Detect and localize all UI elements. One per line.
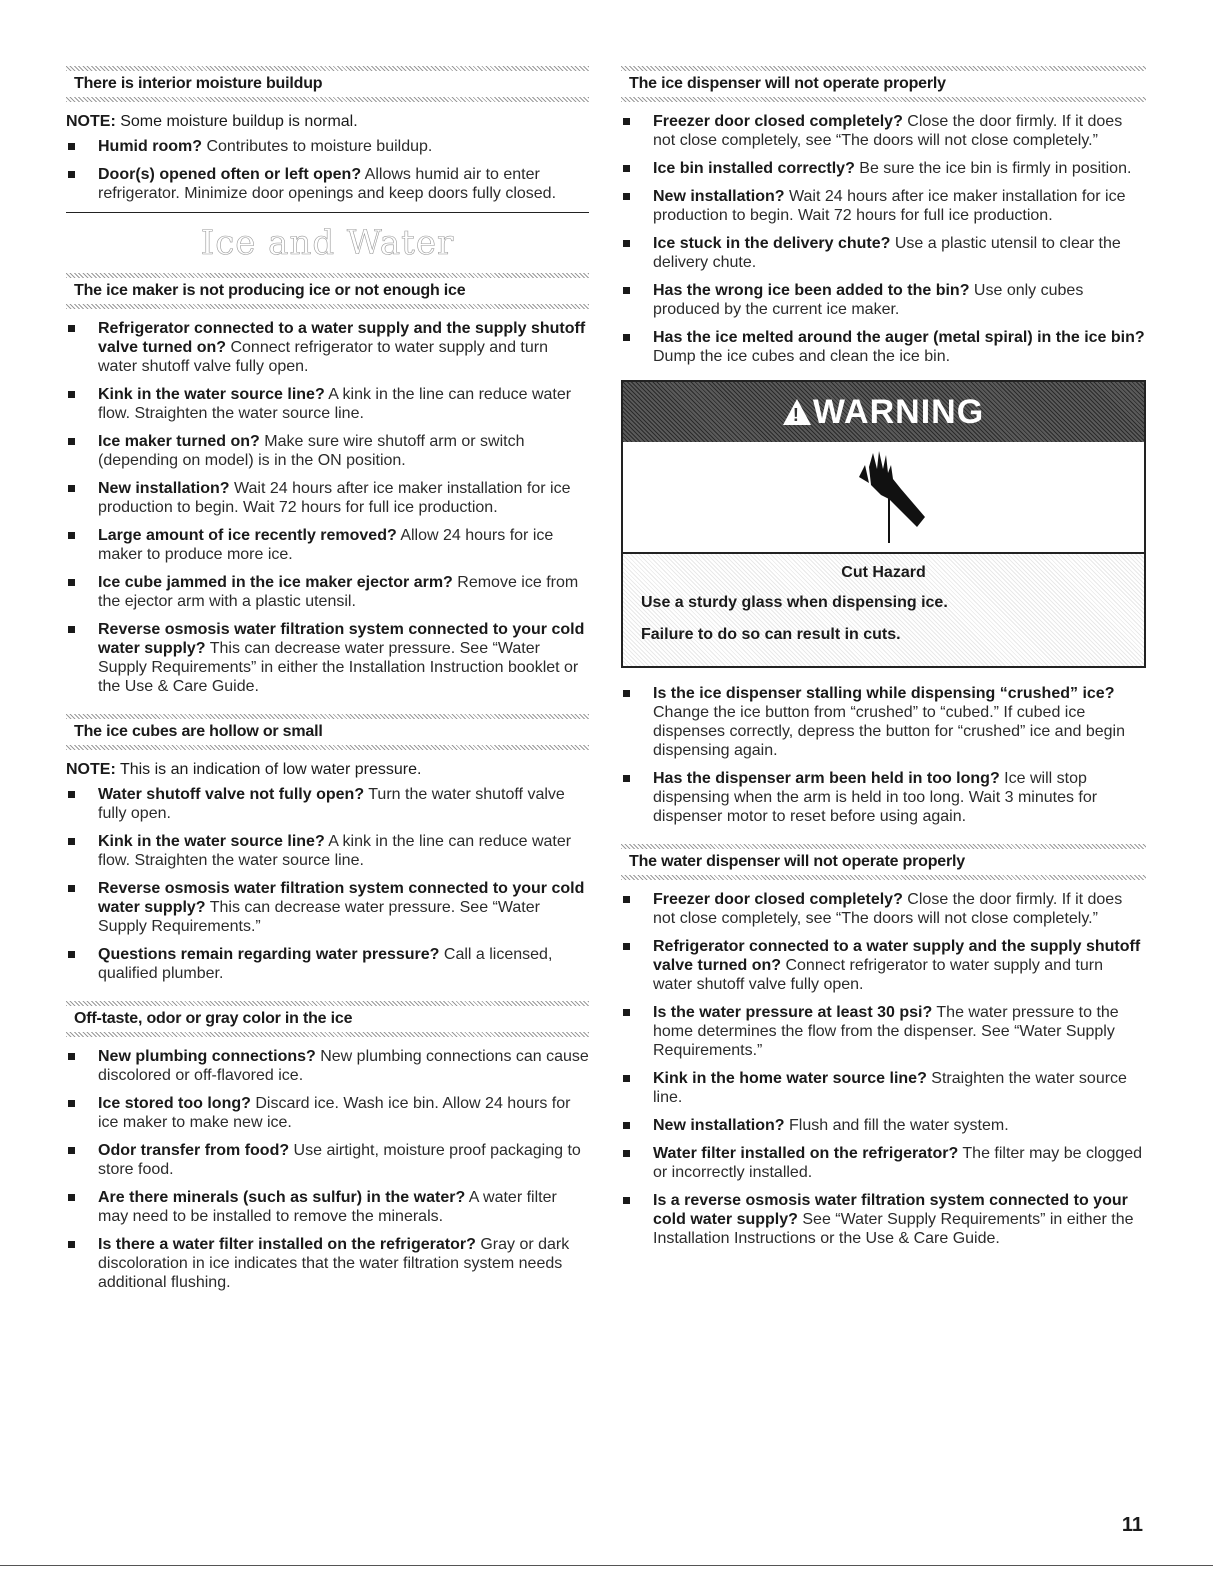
item-question: Humid room? bbox=[98, 138, 202, 155]
bullet-icon bbox=[623, 1075, 630, 1082]
item-question: Is the ice dispenser stalling while dispensing “crushed” ice? bbox=[653, 685, 1115, 702]
troubleshoot-list bbox=[66, 137, 589, 203]
list-item bbox=[66, 385, 589, 423]
divider-rule bbox=[66, 212, 589, 213]
list-item bbox=[66, 1094, 589, 1132]
item-answer: The filter may be clogged or incorrectly installed. bbox=[653, 1145, 1143, 1181]
bullet-icon bbox=[68, 438, 75, 445]
item-answer: This can decrease water pressure. See “Water Supply Requirements” in either the Installation Instruction booklet or the Use & Care Guide. bbox=[98, 640, 579, 695]
item-answer: Use a plastic utensil to clear the delivery chute. bbox=[653, 235, 1121, 271]
bullet-icon bbox=[623, 165, 630, 172]
troubleshoot-list bbox=[621, 890, 1146, 1248]
right-column bbox=[621, 66, 1146, 1257]
list-item bbox=[66, 1141, 589, 1179]
item-question: Is a reverse osmosis water filtration system connected to your cold water supply? bbox=[653, 1192, 1128, 1228]
section-title: Off-taste, odor or gray color in the ice bbox=[74, 1010, 353, 1027]
item-question: Freezer door closed completely? bbox=[653, 113, 903, 130]
bullet-icon bbox=[623, 118, 630, 125]
section-title: The ice cubes are hollow or small bbox=[74, 723, 323, 740]
section-water-dispenser bbox=[621, 844, 1146, 880]
bullet-icon bbox=[68, 1147, 75, 1154]
bullet-icon bbox=[68, 885, 75, 892]
item-answer: Allow 24 hours for ice maker to produce more ice. bbox=[98, 527, 554, 563]
item-question: Refrigerator connected to a water supply and the supply shutoff valve turned on? bbox=[653, 938, 1141, 974]
hatch-divider bbox=[66, 1032, 589, 1037]
hand-cut-icon bbox=[829, 447, 939, 547]
list-item bbox=[621, 234, 1146, 272]
section-ice-dispenser bbox=[621, 66, 1146, 102]
item-answer: Make sure wire shutoff arm or switch (depending on model) is in the ON position. bbox=[98, 433, 525, 469]
bottom-rule bbox=[0, 1565, 1213, 1566]
warning-title bbox=[783, 393, 984, 432]
item-answer: Dump the ice cubes and clean the ice bin. bbox=[653, 348, 951, 365]
section-ice-maker bbox=[66, 273, 589, 309]
list-item bbox=[621, 187, 1146, 225]
list-item bbox=[621, 890, 1146, 928]
item-answer: Turn the water shutoff valve fully open. bbox=[98, 786, 565, 822]
item-answer: Straighten the water source line. bbox=[653, 1070, 1127, 1106]
hatch-divider bbox=[66, 745, 589, 750]
bullet-icon bbox=[623, 1009, 630, 1016]
section-interior-moisture bbox=[66, 66, 589, 102]
item-question: New installation? bbox=[653, 1117, 785, 1134]
item-answer: Connect refrigerator to water supply and turn water shutoff valve fully open. bbox=[653, 957, 1103, 993]
item-question: Is the water pressure at least 30 psi? bbox=[653, 1004, 933, 1021]
list-item bbox=[621, 328, 1146, 366]
list-item bbox=[66, 879, 589, 936]
bullet-icon bbox=[623, 1150, 630, 1157]
warning-word: WARNING bbox=[812, 392, 985, 431]
item-answer: Change the ice button from “crushed” to “cubed.” If cubed ice dispenses correctly, depress the button for “crushed” ice and begin dispensing again. bbox=[653, 704, 1125, 759]
note-label: NOTE: bbox=[66, 113, 116, 130]
item-answer: Use airtight, moisture proof packaging to store food. bbox=[98, 1142, 581, 1178]
item-question: Has the dispenser arm been held in too long? bbox=[653, 770, 1000, 787]
item-answer: This can decrease water pressure. See “Water Supply Requirements.” bbox=[98, 899, 540, 935]
item-question: Kink in the water source line? bbox=[98, 386, 325, 403]
item-question: Water filter installed on the refrigerator? bbox=[653, 1145, 959, 1162]
bullet-icon bbox=[623, 334, 630, 341]
bullet-icon bbox=[623, 1122, 630, 1129]
item-question: Ice bin installed correctly? bbox=[653, 160, 855, 177]
list-item bbox=[66, 137, 589, 156]
section-hollow-cubes bbox=[66, 714, 589, 750]
item-answer: Wait 24 hours after ice maker installation for ice production to begin. Wait 72 hours for full ice production. bbox=[653, 188, 1126, 224]
list-item bbox=[66, 1047, 589, 1085]
item-question: Ice stored too long? bbox=[98, 1095, 251, 1112]
hatch-divider bbox=[66, 97, 589, 102]
item-question: Ice stuck in the delivery chute? bbox=[653, 235, 891, 252]
section-off-taste bbox=[66, 1001, 589, 1037]
bullet-icon bbox=[68, 838, 75, 845]
list-item bbox=[66, 832, 589, 870]
note-text: This is an indication of low water pressure. bbox=[115, 761, 422, 778]
bullet-icon bbox=[623, 690, 630, 697]
note bbox=[66, 112, 589, 131]
bullet-icon bbox=[68, 143, 75, 150]
bullet-icon bbox=[623, 943, 630, 950]
item-question: Kink in the home water source line? bbox=[653, 1070, 927, 1087]
bullet-icon bbox=[68, 171, 75, 178]
hatch-divider bbox=[621, 97, 1146, 102]
item-question: Door(s) opened often or left open? bbox=[98, 166, 362, 183]
item-question: Freezer door closed completely? bbox=[653, 891, 903, 908]
section-title: The ice dispenser will not operate properly bbox=[629, 75, 946, 92]
item-question: New installation? bbox=[653, 188, 785, 205]
list-item bbox=[66, 573, 589, 611]
hatch-divider bbox=[66, 304, 589, 309]
item-question: Is there a water filter installed on the refrigerator? bbox=[98, 1236, 476, 1253]
bullet-icon bbox=[68, 325, 75, 332]
warning-box bbox=[621, 380, 1146, 668]
item-answer: A water filter may need to be installed to remove the minerals. bbox=[98, 1189, 557, 1225]
list-item bbox=[621, 1069, 1146, 1107]
bullet-icon bbox=[68, 791, 75, 798]
list-item bbox=[621, 1144, 1146, 1182]
item-answer: Discard ice. Wash ice bin. Allow 24 hours for ice maker to make new ice. bbox=[98, 1095, 571, 1131]
list-item bbox=[66, 1188, 589, 1226]
bullet-icon bbox=[68, 1053, 75, 1060]
item-answer: New plumbing connections can cause discolored or off-flavored ice. bbox=[98, 1048, 589, 1084]
bullet-icon bbox=[68, 579, 75, 586]
troubleshoot-list bbox=[621, 684, 1146, 826]
list-item bbox=[66, 526, 589, 564]
item-question: Odor transfer from food? bbox=[98, 1142, 290, 1159]
list-item bbox=[66, 479, 589, 517]
bullet-icon bbox=[623, 240, 630, 247]
warning-line-2: Failure to do so can result in cuts. bbox=[641, 626, 901, 643]
item-question: Are there minerals (such as sulfur) in the water? bbox=[98, 1189, 466, 1206]
section-heading-ice-and-water: Ice and Water bbox=[200, 223, 455, 263]
item-answer: A kink in the line can reduce water flow. Straighten the water source line. bbox=[98, 386, 572, 422]
item-question: Reverse osmosis water filtration system connected to your cold water supply? bbox=[98, 880, 585, 916]
list-item bbox=[66, 432, 589, 470]
troubleshoot-list bbox=[66, 1047, 589, 1292]
list-item bbox=[66, 620, 589, 696]
item-answer: Contributes to moisture buildup. bbox=[202, 138, 433, 155]
bullet-icon bbox=[68, 1100, 75, 1107]
list-item bbox=[621, 1116, 1146, 1135]
item-question: Questions remain regarding water pressure? bbox=[98, 946, 440, 963]
list-item bbox=[621, 1191, 1146, 1248]
warning-triangle-icon: ! bbox=[783, 399, 811, 425]
item-answer: Flush and fill the water system. bbox=[784, 1117, 1009, 1134]
item-answer: Wait 24 hours after ice maker installation for ice production to begin. Wait 72 hours for full ice production. bbox=[98, 480, 571, 516]
item-question: Ice cube jammed in the ice maker ejector arm? bbox=[98, 574, 453, 591]
cut-hazard-icon bbox=[623, 442, 1144, 554]
item-answer: Call a licensed, qualified plumber. bbox=[98, 946, 553, 982]
bullet-icon bbox=[68, 951, 75, 958]
note bbox=[66, 760, 589, 779]
list-item bbox=[621, 937, 1146, 994]
item-question: Refrigerator connected to a water supply and the supply shutoff valve turned on? bbox=[98, 320, 586, 356]
item-answer: See “Water Supply Requirements” in either the Installation Instructions or the Use & Care Guide. bbox=[653, 1211, 1134, 1247]
item-question: New installation? bbox=[98, 480, 230, 497]
list-item bbox=[621, 769, 1146, 826]
list-item bbox=[66, 785, 589, 823]
item-question: New plumbing connections? bbox=[98, 1048, 316, 1065]
item-answer: The water pressure to the home determines the flow from the dispenser. See “Water Supply Requirements.” bbox=[653, 1004, 1119, 1059]
bullet-icon bbox=[623, 1197, 630, 1204]
bullet-icon bbox=[68, 1194, 75, 1201]
warning-line-1: Use a sturdy glass when dispensing ice. bbox=[641, 594, 948, 611]
list-item bbox=[66, 319, 589, 376]
item-answer: Be sure the ice bin is firmly in position. bbox=[854, 160, 1132, 177]
list-item bbox=[66, 1235, 589, 1292]
left-column bbox=[66, 66, 589, 1301]
page-number: 11 bbox=[1121, 1514, 1143, 1536]
item-question: Reverse osmosis water filtration system connected to your cold water supply? bbox=[98, 621, 585, 657]
troubleshoot-list bbox=[621, 112, 1146, 366]
warning-hazard: Cut Hazard bbox=[841, 564, 926, 581]
note-label: NOTE: bbox=[66, 761, 116, 778]
bullet-icon bbox=[623, 896, 630, 903]
list-item bbox=[621, 281, 1146, 319]
section-title: The ice maker is not producing ice or not enough ice bbox=[74, 282, 466, 299]
list-item bbox=[66, 945, 589, 983]
section-title: There is interior moisture buildup bbox=[74, 75, 323, 92]
item-question: Has the wrong ice been added to the bin? bbox=[653, 282, 970, 299]
troubleshoot-list bbox=[66, 319, 589, 696]
bullet-icon bbox=[68, 485, 75, 492]
list-item bbox=[621, 159, 1146, 178]
item-answer: Close the door firmly. If it does not close completely, see “The doors will not close completely.” bbox=[653, 113, 1123, 149]
item-question: Large amount of ice recently removed? bbox=[98, 527, 397, 544]
item-answer: Use only cubes produced by the current ice maker. bbox=[653, 282, 1084, 318]
bullet-icon bbox=[68, 1241, 75, 1248]
troubleshoot-list bbox=[66, 785, 589, 983]
list-item bbox=[66, 165, 589, 203]
item-answer: Close the door firmly. If it does not close completely, see “The doors will not close completely.” bbox=[653, 891, 1123, 927]
bullet-icon bbox=[68, 532, 75, 539]
bullet-icon bbox=[623, 287, 630, 294]
list-item bbox=[621, 112, 1146, 150]
bullet-icon bbox=[623, 193, 630, 200]
bullet-icon bbox=[68, 391, 75, 398]
item-answer: Gray or dark discoloration in ice indicates that the water filtration system needs additional flushing. bbox=[98, 1236, 570, 1291]
item-answer: Connect refrigerator to water supply and turn water shutoff valve fully open. bbox=[98, 339, 548, 375]
item-question: Ice maker turned on? bbox=[98, 433, 260, 450]
item-answer: A kink in the line can reduce water flow. Straighten the water source line. bbox=[98, 833, 572, 869]
list-item bbox=[621, 1003, 1146, 1060]
item-answer: Ice will stop dispensing when the arm is held in too long. Wait 3 minutes for dispenser motor to reset before using again. bbox=[653, 770, 1098, 825]
item-question: Kink in the water source line? bbox=[98, 833, 325, 850]
item-question: Water shutoff valve not fully open? bbox=[98, 786, 365, 803]
hatch-divider bbox=[621, 875, 1146, 880]
item-answer: Allows humid air to enter refrigerator. Minimize door openings and keep doors fully closed. bbox=[98, 166, 557, 202]
warning-text bbox=[623, 554, 1144, 666]
list-item bbox=[621, 684, 1146, 760]
item-question: Has the ice melted around the auger (metal spiral) in the ice bin? bbox=[653, 329, 1145, 346]
warning-banner bbox=[623, 382, 1144, 442]
bullet-icon bbox=[68, 626, 75, 633]
section-title: The water dispenser will not operate properly bbox=[629, 853, 965, 870]
item-answer: Remove ice from the ejector arm with a plastic utensil. bbox=[98, 574, 579, 610]
note-text: Some moisture buildup is normal. bbox=[115, 113, 358, 130]
bullet-icon bbox=[623, 775, 630, 782]
